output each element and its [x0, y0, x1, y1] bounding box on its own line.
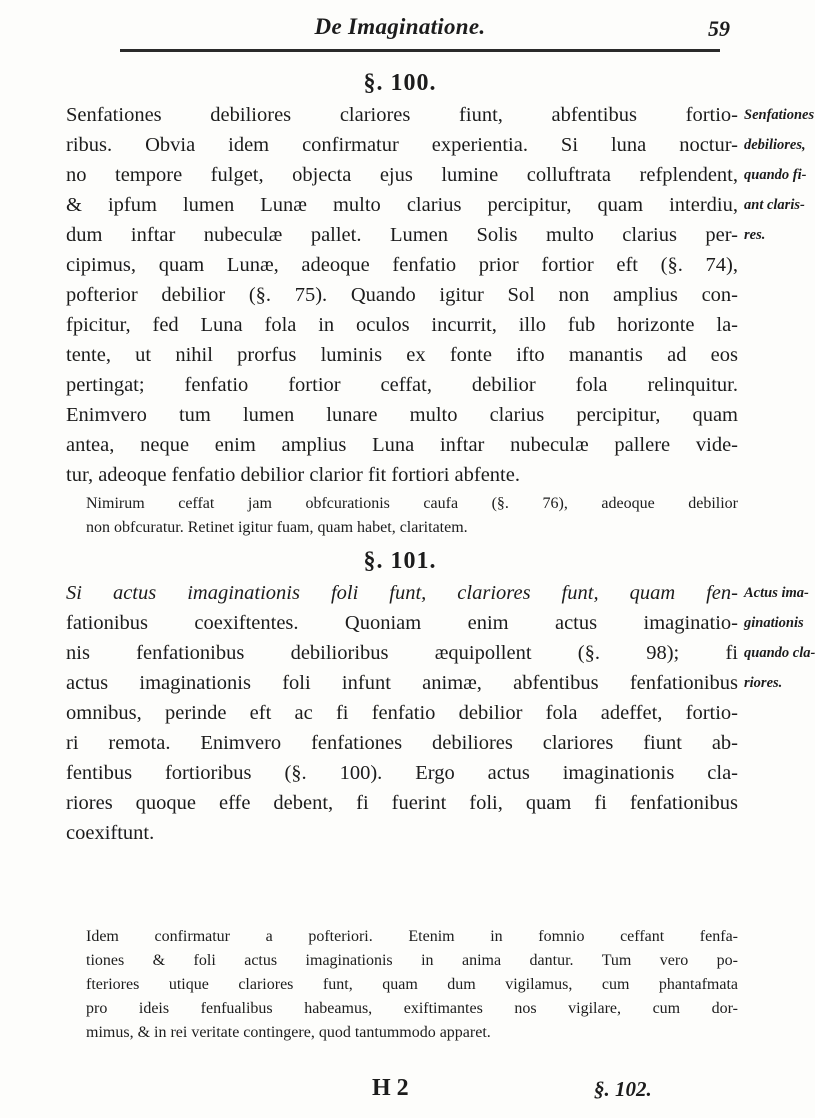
section-100-body	[66, 100, 738, 490]
text-line: & ipfum lumen Lunæ multo clarius percipitur, quam interdiu,	[66, 194, 738, 216]
text-line: fationibus coexiftentes. Quoniam enim actus imaginatio-	[66, 612, 738, 634]
section-100-note	[86, 492, 738, 540]
margin-line: ginationis	[744, 615, 804, 631]
margin-line: debiliores,	[744, 137, 806, 153]
section-101-margin-note	[744, 578, 815, 698]
margin-line: ant claris-	[744, 197, 805, 213]
text-line: Enimvero tum lumen lunare multo clarius percipitur, quam	[66, 404, 738, 426]
text-line: tur, adeoque fenfatio debilior clarior fit fortiori abfente.	[66, 464, 520, 486]
note-line: mimus, & in rei veritate contingere, quod tantummodo apparet.	[86, 1024, 491, 1041]
signature-mark: H 2	[372, 1075, 409, 1101]
margin-line: res.	[744, 227, 766, 243]
text-line: actus imaginationis foli infunt animæ, abfentibus fenfationibus	[66, 672, 738, 694]
note-line: Idem confirmatur a pofteriori. Etenim in fomnio ceffant fenfa-	[86, 928, 738, 945]
note-line: non obfcuratur. Retinet igitur fuam, quam habet, claritatem.	[86, 519, 468, 536]
margin-line: Actus ima-	[744, 585, 809, 601]
note-line: tiones & foli actus imaginationis in anima dantur. Tum vero po-	[86, 952, 738, 969]
text-line: coexiftunt.	[66, 822, 155, 844]
catchword: §. 102.	[594, 1077, 652, 1101]
section-100-margin-note	[744, 100, 815, 250]
text-line: riores quoque effe debent, fi fuerint foli, quam fi fenfationibus	[66, 792, 738, 814]
text-line: cipimus, quam Lunæ, adeoque fenfatio prior fortior eft (§. 74),	[66, 254, 738, 276]
note-line: fteriores utique clariores funt, quam dum vigilamus, cum phantafmata	[86, 976, 738, 993]
running-title: De Imaginatione.	[314, 14, 486, 39]
section-101-body	[66, 578, 738, 848]
text-line: pofterior debilior (§. 75). Quando igitur Sol non amplius con-	[66, 284, 738, 306]
margin-line: quando fi-	[744, 167, 807, 183]
note-line: pro ideis fenfualibus habeamus, exiftimantes nos vigilare, cum dor-	[86, 1000, 738, 1017]
text-line: nis fenfationibus debilioribus æquipollent (§. 98); fi	[66, 642, 738, 664]
text-line: no tempore fulget, objecta ejus lumine colluftrata refplendent,	[66, 164, 738, 186]
margin-line: Senfationes	[744, 107, 815, 123]
margin-line: riores.	[744, 675, 783, 691]
text-line: pertingat; fenfatio fortior ceffat, debilior fola relinquitur.	[66, 374, 738, 396]
text-line: tente, ut nihil prorfus luminis ex fonte ifto manantis ad eos	[66, 344, 738, 366]
text-line: ri remota. Enimvero fenfationes debiliores clariores fiunt ab-	[66, 732, 738, 754]
text-line: dum inftar nubeculæ pallet. Lumen Solis multo clarius per-	[66, 224, 738, 246]
margin-line: quando cla-	[744, 645, 815, 661]
text-line: omnibus, perinde eft ac fi fenfatio debilior fola adeffet, fortio-	[66, 702, 738, 724]
text-line: Si actus imaginationis foli funt, clariores funt, quam fen-	[66, 582, 738, 604]
header-rule	[120, 49, 720, 52]
page-number: 59	[708, 16, 730, 41]
section-100-heading: §. 100.	[363, 70, 437, 96]
text-line: ribus. Obvia idem confirmatur experientia. Si luna noctur-	[66, 134, 738, 156]
text-line: fpicitur, fed Luna fola in oculos incurrit, illo fub horizonte la-	[66, 314, 738, 336]
note-line: Nimirum ceffat jam obfcurationis caufa (§. 76), adeoque debilior	[86, 495, 738, 512]
text-line: fentibus fortioribus (§. 100). Ergo actus imaginationis cla-	[66, 762, 738, 784]
text-line: antea, neque enim amplius Luna inftar nubeculæ pallere vide-	[66, 434, 738, 456]
text-line: Senfationes debiliores clariores fiunt, abfentibus fortio-	[66, 104, 738, 126]
section-101-note	[86, 925, 738, 1045]
section-101-heading: §. 101.	[363, 548, 437, 574]
